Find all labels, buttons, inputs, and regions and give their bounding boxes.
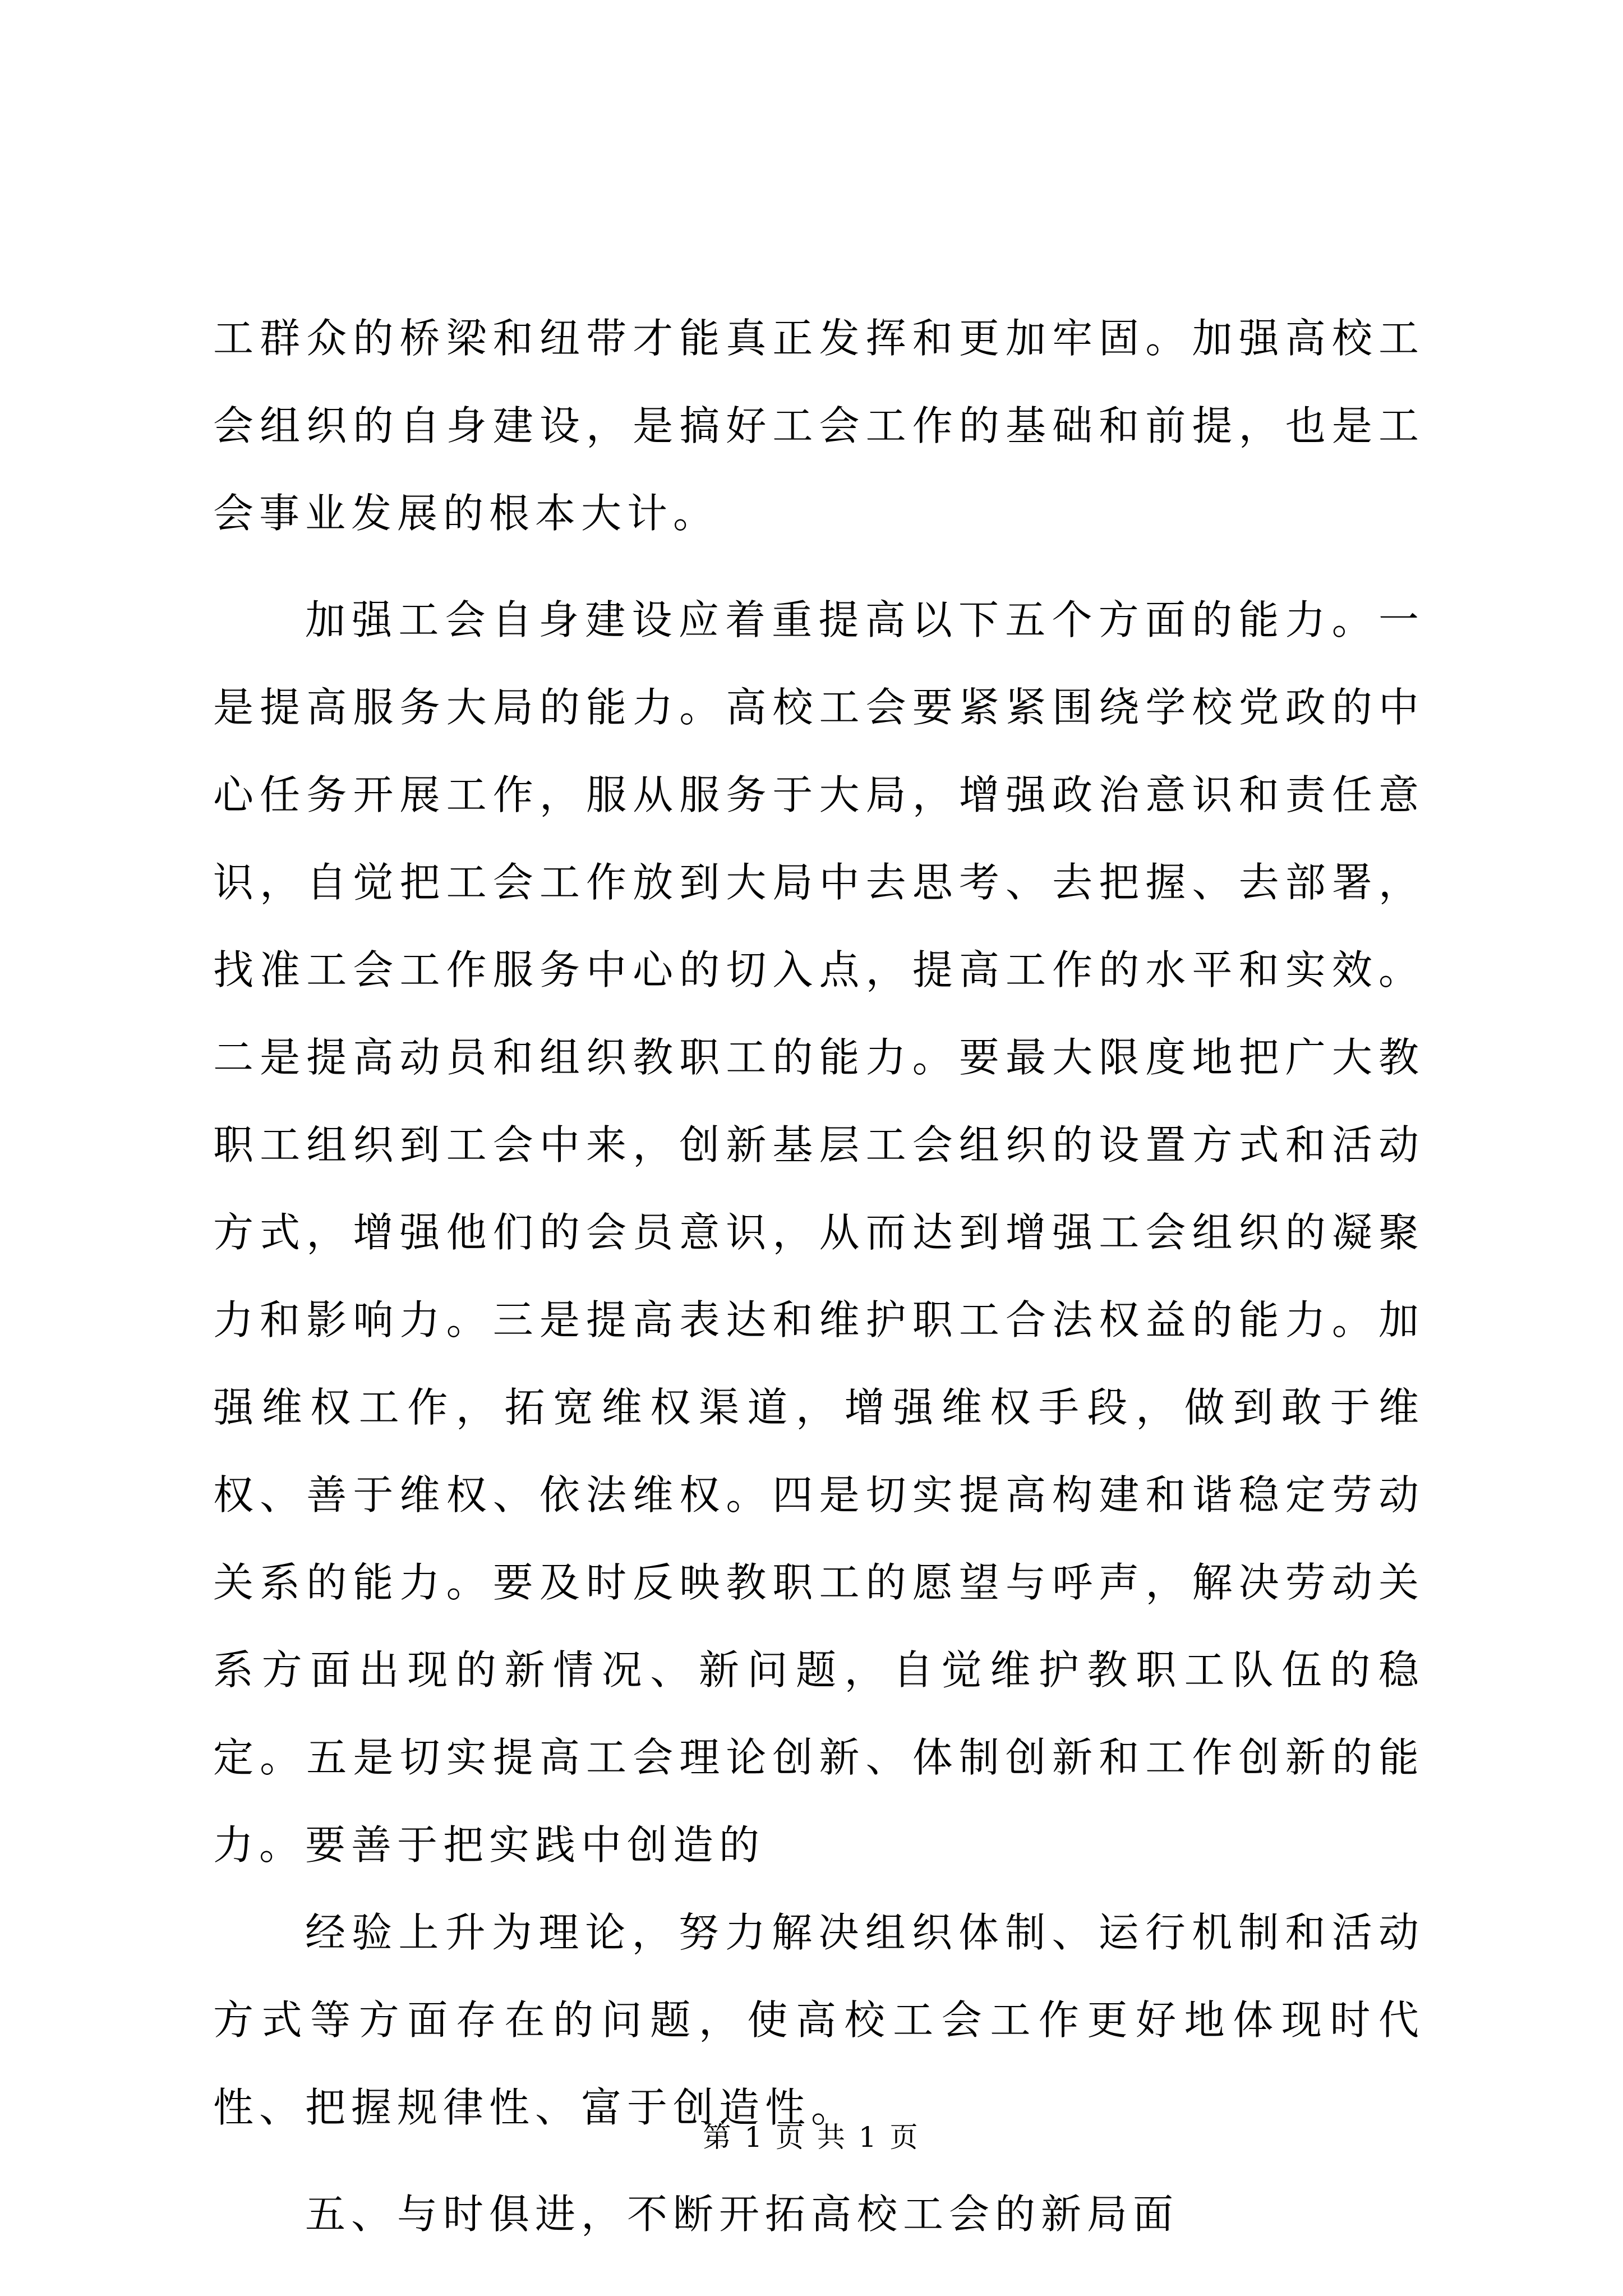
document-body	[213, 295, 1424, 2258]
paragraph-1: 工群众的桥梁和纽带才能真正发挥和更加牢固。加强高校工会组织的自身建设，是搞好工会工作的基础和前提，也是工会事业发展的根本大计。	[213, 315, 1424, 537]
paragraph-3: 经验上升为理论，努力解决组织体制、运行机制和活动方式等方面存在的问题，使高校工会工作更好地体现时代性、把握规律性、富于创造性。	[213, 1909, 1424, 2131]
page-footer: 第 1 页 共 1 页	[703, 2121, 920, 2154]
section-heading: 五、与时俱进，不断开拓高校工会的新局面	[305, 2191, 1179, 2238]
paragraph-2: 加强工会自身建设应着重提高以下五个方面的能力。一是提高服务大局的能力。高校工会要紧紧围绕学校党政的中心任务开展工作，服从服务于大局，增强政治意识和责任意识，自觉把工会工作放到大局中去思考、去把握、去部署，找准工会工作服务中心的切入点，提高工作的水平和实效。二是提高动员和组织教职工的能力。要最大限度地把广大教职工组织到工会中来，创新基层工会组织的设置方式和活动方式，增强他们的会员意识，从而达到增强工会组织的凝聚力和影响力。三是提高表达和维护职工合法权益的能力。加强维权工作，拓宽维权渠道，增强维权手段，做到敢于维权、善于维权、依法维权。四是切实提高构建和谐稳定劳动关系的能力。要及时反映教职工的愿望与呼声，解决劳动关系方面出现的新情况、新问题，自觉维护教职工队伍的稳定。五是切实提高工会理论创新、体制创新和工作创新的能力。要善于把实践中创造的	[213, 596, 1424, 1869]
